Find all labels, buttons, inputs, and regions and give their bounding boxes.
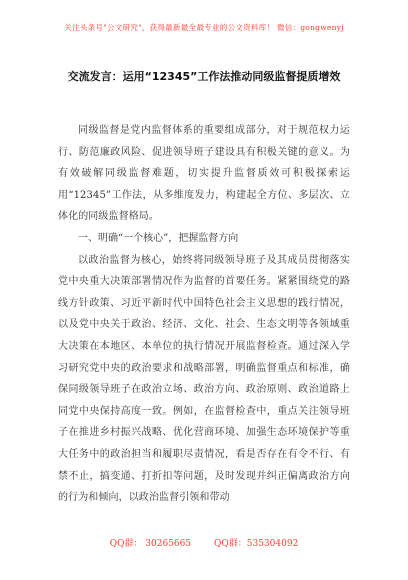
qq-group-2: QQ群：535304092 — [214, 539, 299, 549]
qq-group-1: QQ群： 30265665 — [109, 539, 192, 549]
footer-contacts — [0, 536, 408, 549]
body-paragraph: 以政治监督为核心，始终将同级领导班子及其成员贯彻落实党中央重大决策部署情况作为监督的首要任务。紧紧围绕党的路线方针政策、习近平新时代中国特色社会主义思想的践行情况，以及党中央关于政治、经济、文化、社会、生态文明等各领域重大决策在本地区、本单位的执行情况开展监督检查。通过深入学习研究党中央的政治要求和战略部署，明确监督重点和标准，确保同级领导班子在政治立场、政治方向、政治原则、政治道路上同党中央保持高度一致。例如，在监督检查中，重点关注领导班子在推进乡村振兴战略、优化营商环境、加强生态环境保护等重大任务中的政治担当和履职尽责情况，看是否存在有令不行、有禁不止，搞变通、打折扣等问题，及时发现并纠正偏离政治方向的行为和倾向，以政治监督引领和带动 — [58, 254, 350, 504]
document-title: 交流发言：运用“12345”工作法推动同级监督提质增效 — [67, 70, 341, 83]
section-heading: 一、明确“一个核心”，把握监督方向 — [78, 232, 239, 244]
document-body — [58, 120, 350, 509]
intro-paragraph: 同级监督是党内监督体系的重要组成部分，对于规范权力运行、防范廉政风险、促进领导班子建设具有积极关键的意义。为有效破解同级监督难题，切实提升监督质效可积极探索运用“12345”工作法，从多维度发力，构建起全方位、多层次、立体化的同级监督格局。 — [58, 125, 350, 223]
promo-banner: 关注头条号"公文研究"，获得最新最全最专业的公文资料库！ 微信：gongwenyj — [64, 23, 344, 32]
